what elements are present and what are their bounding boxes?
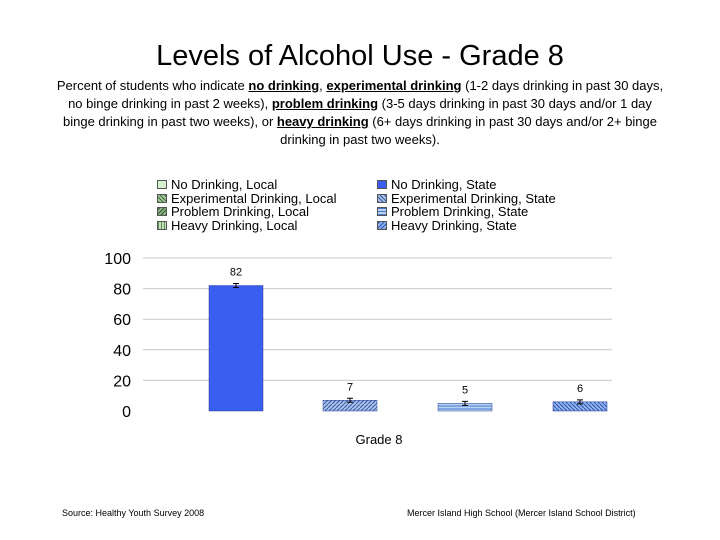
term-no-drinking: no drinking <box>248 78 320 93</box>
term-heavy-drinking: heavy drinking <box>276 114 369 129</box>
data-label: 7 <box>346 381 354 394</box>
page-title: Levels of Alcohol Use - Grade 8 <box>156 40 564 72</box>
bar <box>209 286 263 411</box>
term-problem-drinking: problem drinking <box>271 96 379 111</box>
subtitle-text-4: (3-5 days drinking in past 30 days and/or 1 day binge drinking in past two weeks), or <box>63 96 652 129</box>
legend-label: Experimental Drinking, Local <box>171 190 337 206</box>
y-tick-label: 40 <box>113 342 131 360</box>
legend-label: Heavy Drinking, State <box>391 217 517 233</box>
y-axis <box>104 251 131 421</box>
subtitle-text-1: Percent of students who indicate <box>56 78 249 93</box>
legend-label: Heavy Drinking, Local <box>171 217 298 233</box>
legend-label: No Drinking, Local <box>171 177 278 192</box>
y-tick-label: 20 <box>113 373 131 391</box>
legend-label: No Drinking, State <box>391 177 497 192</box>
legend-label: Experimental Drinking, State <box>391 190 556 206</box>
y-tick-label: 60 <box>113 312 131 330</box>
subtitle-text-2: , <box>319 78 327 93</box>
school-note: Mercer Island High School (Mercer Island School District) <box>407 508 636 518</box>
y-tick-label: 80 <box>113 281 131 299</box>
legend-label: Problem Drinking, State <box>391 204 529 219</box>
term-experimental-drinking: experimental drinking <box>326 78 462 93</box>
data-label: 82 <box>229 266 243 279</box>
subtitle-text-5: (6+ days drinking in past 30 days and/or 2+ binge drinking in past two weeks). <box>280 114 657 147</box>
subtitle-text-3: (1-2 days drinking in past 30 days, no binge drinking in past 2 weeks), <box>68 78 664 111</box>
data-label: 5 <box>461 384 469 397</box>
source-note: Source: Healthy Youth Survey 2008 <box>62 508 205 518</box>
data-label: 6 <box>576 382 584 395</box>
y-tick-label: 0 <box>122 404 131 421</box>
x-axis-label: Grade 8 <box>355 432 403 447</box>
legend-label: Problem Drinking, Local <box>171 204 310 219</box>
y-tick-label: 100 <box>104 251 131 268</box>
